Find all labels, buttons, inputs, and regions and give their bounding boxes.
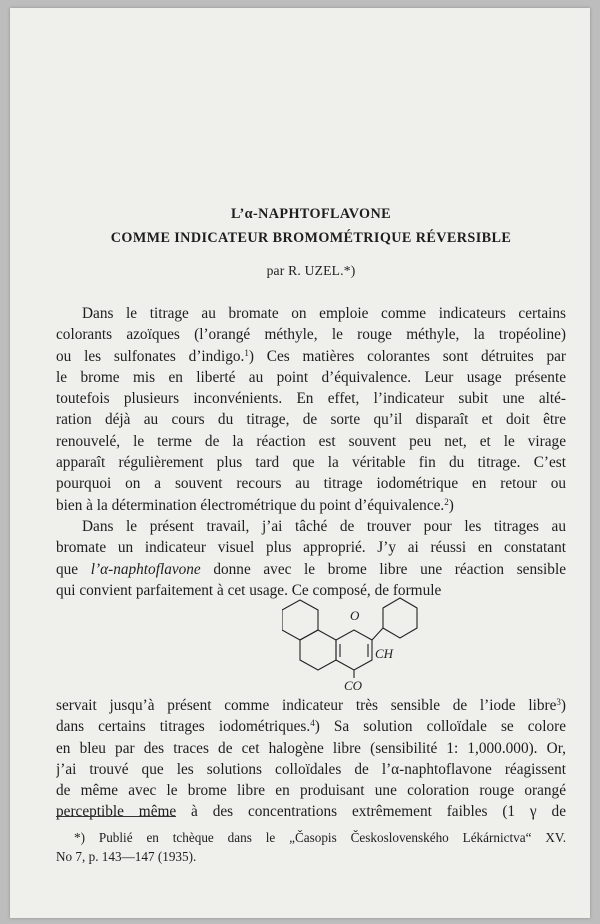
text-line: bromate un indicateur visuel plus approprié. J’y ai réussi en constatant xyxy=(56,539,566,557)
article-title-line2: COMME INDICATEUR BROMOMÉTRIQUE RÉVERSIBLE xyxy=(110,230,512,246)
text-fragment: dans certains titrages iodométriques. xyxy=(56,718,311,736)
compound-name: l’α-naphtoflavone xyxy=(90,560,201,578)
footnote-ref: 2 xyxy=(444,496,449,507)
text-line: qui convient parfaitement à cet usage. Ce composé, de formule xyxy=(56,581,442,599)
text-line: Dans le présent travail, j’ai tâché de trouver pour les titrages au xyxy=(82,518,566,535)
text-line: apparaît régulièrement plus tard que la véritable fin du titrage. C’est xyxy=(56,454,566,472)
footnote xyxy=(56,828,566,866)
naphthalene-ring-lower xyxy=(300,630,336,670)
author-byline: par R. UZEL.*) xyxy=(266,263,356,278)
text-line: perceptible même à des concentrations extrêmement faibles (1 γ de xyxy=(56,803,566,821)
text-line: ration déjà au cours du titrage, de sorte qu’il disparaît et doit être xyxy=(56,411,566,429)
text-line xyxy=(56,716,566,737)
text-line: renouvelé, le terme de la réaction est souvent peu net, et le virage xyxy=(56,432,566,450)
text-line xyxy=(56,495,566,516)
text-line: colorants azoïques (l’orangé méthyle, le rouge méthyle, la tropéoline) xyxy=(56,326,566,344)
text-fragment: bien à la détermination électrométrique du point d’équivalence. xyxy=(56,496,445,514)
text-line: Dans le titrage au bromate on emploie comme indicateurs certains xyxy=(82,305,566,322)
phenyl-bond xyxy=(372,628,383,640)
text-line xyxy=(56,695,566,716)
text-fragment: ) xyxy=(560,697,566,714)
text-fragment: que xyxy=(56,560,91,578)
text-line: j’ai trouvé que les solutions colloïdales de l’α-naphtoflavone réagissent xyxy=(56,760,566,778)
text-line: le brome mis en liberté au point d’équivalence. Leur usage présente xyxy=(56,368,566,386)
footnote-ref: 4 xyxy=(310,718,315,729)
paragraph-2 xyxy=(56,516,566,601)
text-fragment: ) xyxy=(448,496,454,514)
text-fragment: ) xyxy=(248,347,254,365)
text-fragment: donne avec le brome libre une réaction sensible xyxy=(200,560,566,578)
naphthalene-ring-upper xyxy=(282,600,318,640)
footnote-ref: 3 xyxy=(556,697,561,707)
footnote-line: *) Publié en tchèque dans le „Časopis Československého Lékárnictva“ XV. xyxy=(74,830,566,845)
text-fragment: ou les sulfonates d’indigo. xyxy=(56,347,245,365)
text-line xyxy=(56,346,566,367)
paragraph-3 xyxy=(56,695,566,823)
article-title-line1: L’α-NAPHTOFLAVONE xyxy=(230,206,391,222)
formula-label-co: CO xyxy=(344,678,363,693)
paragraph-1 xyxy=(56,303,566,516)
structural-formula xyxy=(282,590,432,694)
text-fragment: ) Sa solution colloïdale se colore xyxy=(314,718,566,736)
formula-label-o: O xyxy=(350,608,360,623)
footnote-line: No 7, p. 143—147 (1935). xyxy=(56,849,197,864)
pyrone-ring xyxy=(336,630,372,670)
phenyl-ring xyxy=(383,598,417,638)
page xyxy=(10,8,590,918)
text-line: pourquoi on a souvent recours au titrage iodométrique en retour ou xyxy=(56,475,566,493)
text-line: toutefois plusieurs inconvénients. En effet, l’indicateur subit une alté- xyxy=(56,390,566,408)
footnote-ref: 1 xyxy=(244,347,249,358)
text-line: en bleu par des traces de cet halogène libre (sensibilité 1: 1,000.000). Or, xyxy=(56,739,566,757)
text-fragment: Ces matières colorantes sont détruites par xyxy=(253,347,566,365)
footnote-divider xyxy=(56,816,176,817)
formula-label-ch: CH xyxy=(375,646,394,661)
text-line: de même avec le brome libre en produisant une coloration rouge orangé xyxy=(56,782,566,800)
text-line xyxy=(56,559,566,580)
text-fragment: servait jusqu’à présent comme indicateur très sensible de l’iode libre xyxy=(56,697,557,714)
